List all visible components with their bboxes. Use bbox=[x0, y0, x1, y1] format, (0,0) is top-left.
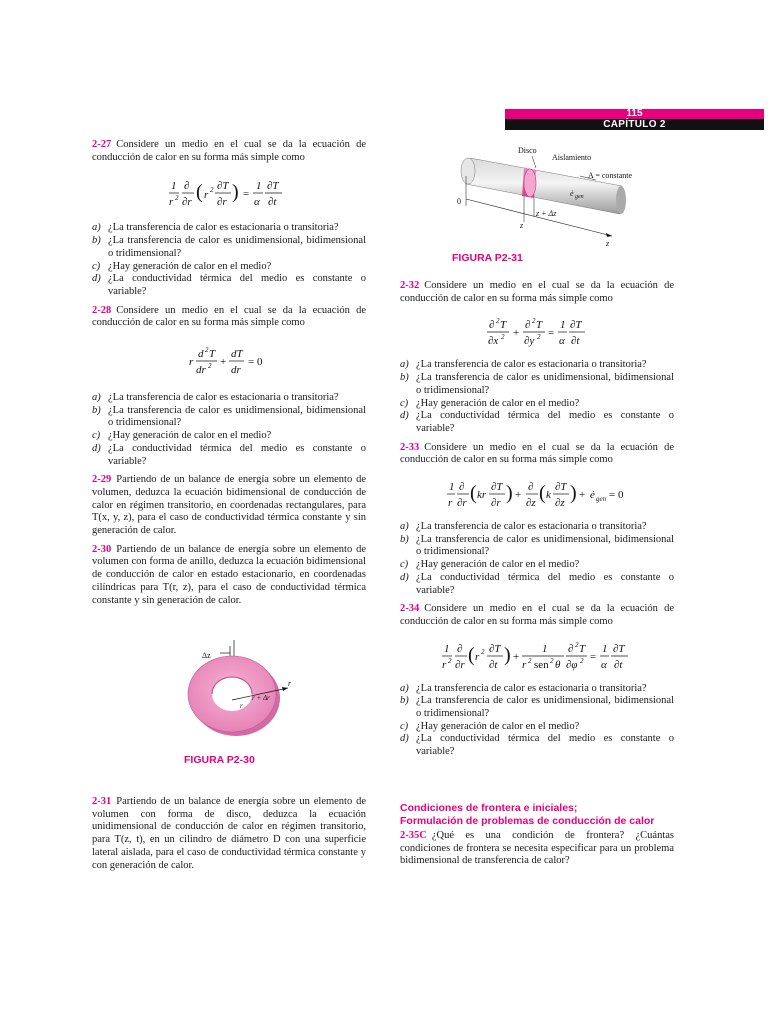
svg-text:∂t: ∂t bbox=[489, 658, 498, 671]
svg-text:T: T bbox=[579, 642, 586, 655]
svg-text:1: 1 bbox=[602, 642, 608, 655]
problem-2-32 bbox=[400, 280, 674, 436]
svg-text:=: = bbox=[548, 327, 555, 340]
problem-2-34 bbox=[400, 603, 674, 759]
svg-text:= 0: = 0 bbox=[248, 356, 263, 369]
problem-2-29 bbox=[92, 474, 366, 538]
svg-text:r: r bbox=[522, 658, 527, 671]
figure-caption-p2-30: FIGURA P2-30 bbox=[184, 754, 255, 766]
problem-number: 2-35C bbox=[400, 830, 427, 841]
problem-2-31 bbox=[92, 796, 366, 872]
svg-text:∂y: ∂y bbox=[524, 335, 535, 348]
option-d: d) ¿La conductividad térmica del medio es constante o variable? bbox=[400, 733, 674, 758]
option-a: a) ¿La transferencia de calor es estacionaria o transitoria? bbox=[92, 222, 339, 234]
svg-text:2: 2 bbox=[575, 640, 579, 649]
svg-text:∂t: ∂t bbox=[614, 658, 623, 671]
problem-number: 2-30 bbox=[92, 543, 112, 555]
svg-text:T: T bbox=[536, 319, 543, 332]
label-disco: Disco bbox=[518, 146, 537, 155]
svg-text:∂: ∂ bbox=[525, 319, 531, 332]
svg-text:r: r bbox=[189, 356, 194, 369]
svg-text:α: α bbox=[559, 335, 565, 348]
svg-text:α: α bbox=[601, 658, 607, 671]
svg-text:(: ( bbox=[468, 643, 475, 666]
problem-2-35C bbox=[400, 830, 674, 868]
left-column-bottom bbox=[92, 796, 366, 872]
svg-text:2: 2 bbox=[175, 194, 179, 203]
svg-text:∂z: ∂z bbox=[555, 497, 565, 510]
problem-intro: Considere un medio en el cual se da la ecuación de conducción de calor en su forma más simple como bbox=[400, 441, 674, 466]
problem-text: Partiendo de un balance de energía sobre un elemento de volumen, deduzca la ecuación bidimensional de conducción de calor en régimen transitorio, en coordenadas rectangulares, para T(x, y, z), para el caso de conductividad térmica constante y sin generación de calor. bbox=[92, 474, 366, 537]
svg-text:r: r bbox=[475, 650, 480, 663]
svg-text:gen: gen bbox=[596, 495, 607, 504]
svg-text:2: 2 bbox=[528, 656, 532, 665]
svg-text:+: + bbox=[220, 356, 227, 369]
label-dz: Δz bbox=[202, 651, 211, 660]
problem-text: Partiendo de un balance de energía sobre un elemento de volumen con forma de disco, deduzca la ecuación unidimensional de conducción de calor en régimen transitorio, para T(z, t), en un cilindro de diámetro D con una superficie lateral aislada, para el caso de conductividad térmica constante y con generación de calor. bbox=[92, 796, 366, 871]
svg-text:∂r: ∂r bbox=[182, 196, 192, 209]
figure-caption-p2-31: FIGURA P2-31 bbox=[452, 252, 523, 264]
problem-intro: Considere un medio en el cual se da la ecuación de conducción de calor en su forma más simple como bbox=[400, 603, 674, 627]
option-c: c) ¿Hay generación de calor en el medio? bbox=[92, 260, 272, 272]
problem-number: 2-31 bbox=[92, 796, 112, 807]
section-boundary-conditions bbox=[400, 802, 674, 868]
equation-2-32 bbox=[400, 315, 674, 349]
label-zero: 0 bbox=[457, 197, 461, 206]
label-z-dz: z + Δz bbox=[536, 209, 557, 218]
option-d: d) ¿La conductividad térmica del medio es constante o variable? bbox=[92, 273, 366, 297]
svg-text:k: k bbox=[546, 489, 551, 502]
svg-text:T: T bbox=[500, 319, 507, 332]
option-b: b) ¿La transferencia de calor es unidimensional, bidimensional o tridimensional? bbox=[400, 695, 674, 720]
option-b: b) ¿La transferencia de calor es unidimensional, bidimensional o tridimensional? bbox=[400, 533, 674, 558]
svg-text:2: 2 bbox=[448, 656, 452, 665]
svg-text:∂r: ∂r bbox=[491, 497, 501, 510]
svg-text:∂z: ∂z bbox=[526, 497, 536, 510]
options-list bbox=[400, 359, 674, 435]
svg-text:dT: dT bbox=[231, 348, 243, 361]
svg-text:): ) bbox=[504, 643, 511, 666]
svg-text:∂T: ∂T bbox=[489, 642, 501, 655]
cylinder-diagram bbox=[452, 136, 642, 248]
problem-number: 2-32 bbox=[400, 280, 420, 291]
ring-diagram bbox=[180, 636, 310, 744]
svg-text:α: α bbox=[254, 196, 260, 209]
section-heading-line2: Formulación de problemas de conducción de calor bbox=[400, 814, 655, 827]
svg-text:dr: dr bbox=[196, 364, 206, 377]
option-b: b) ¿La transferencia de calor es unidimensional, bidimensional o tridimensional? bbox=[92, 404, 366, 429]
problem-2-30 bbox=[92, 544, 366, 608]
option-d: d) ¿La conductividad térmica del medio es constante o variable? bbox=[400, 571, 674, 596]
svg-text:= 0: = 0 bbox=[609, 489, 624, 502]
svg-text:∂r: ∂r bbox=[455, 658, 465, 671]
svg-text:1: 1 bbox=[560, 319, 566, 332]
svg-text:1: 1 bbox=[171, 180, 177, 193]
label-egen-sub: gen bbox=[575, 194, 584, 200]
label-r-dr: r + Δr bbox=[252, 694, 270, 702]
problem-2-33 bbox=[400, 442, 674, 598]
svg-text:∂x: ∂x bbox=[488, 335, 499, 348]
svg-text:+: + bbox=[579, 489, 586, 502]
problem-number: 2-29 bbox=[92, 474, 112, 486]
option-c: c) ¿Hay generación de calor en el medio? bbox=[400, 720, 580, 732]
figure-p2-30 bbox=[180, 636, 310, 766]
svg-text:∂t: ∂t bbox=[571, 335, 580, 348]
svg-text:∂T: ∂T bbox=[613, 642, 625, 655]
svg-text:=: = bbox=[590, 650, 597, 663]
svg-text:∂T: ∂T bbox=[491, 481, 503, 494]
svg-text:+: + bbox=[515, 489, 522, 502]
svg-text:∂T: ∂T bbox=[570, 319, 582, 332]
options-list bbox=[400, 683, 674, 759]
svg-text:(: ( bbox=[196, 181, 203, 204]
svg-text:sen: sen bbox=[534, 658, 549, 671]
problem-intro: Considere un medio en el cual se da la ecuación de conducción de calor en su forma más simple como bbox=[400, 280, 674, 304]
figure-p2-31 bbox=[452, 136, 642, 264]
svg-text:): ) bbox=[232, 181, 239, 204]
options-list bbox=[92, 222, 366, 298]
svg-text:2: 2 bbox=[537, 333, 541, 342]
problem-intro: Considere un medio en el cual se da la ecuación de conducción de calor en su forma más simple como bbox=[92, 139, 366, 163]
problem-number: 2-33 bbox=[400, 441, 420, 453]
svg-text:∂T: ∂T bbox=[217, 180, 229, 193]
label-egen: ė bbox=[570, 189, 574, 198]
label-z-axis: z bbox=[606, 239, 610, 248]
svg-text:1: 1 bbox=[542, 642, 548, 655]
svg-text:1: 1 bbox=[449, 481, 455, 494]
svg-text:1: 1 bbox=[256, 180, 262, 193]
problem-2-27 bbox=[92, 139, 366, 299]
svg-text:(: ( bbox=[539, 482, 546, 505]
problem-text: ¿Qué es una condición de frontera? ¿Cuántas condiciones de frontera se necesita especificar para un problema bidimensional de transferencia de calor? bbox=[400, 830, 674, 867]
svg-text:2: 2 bbox=[550, 656, 554, 665]
svg-text:∂r: ∂r bbox=[217, 196, 227, 209]
svg-text:2: 2 bbox=[580, 656, 584, 665]
svg-text:2: 2 bbox=[481, 647, 485, 656]
svg-text:∂: ∂ bbox=[568, 642, 574, 655]
option-d: d) ¿La conductividad térmica del medio es constante o variable? bbox=[400, 410, 674, 434]
svg-text:∂: ∂ bbox=[184, 180, 190, 193]
options-list bbox=[400, 521, 674, 597]
svg-text:ė: ė bbox=[590, 489, 595, 502]
problem-number: 2-27 bbox=[92, 139, 112, 150]
equation-2-34 bbox=[400, 639, 674, 673]
label-r: r bbox=[240, 702, 243, 710]
problem-2-28 bbox=[92, 305, 366, 469]
svg-text:∂r: ∂r bbox=[457, 497, 467, 510]
svg-text:2: 2 bbox=[496, 317, 500, 326]
page-number: 115 bbox=[505, 109, 764, 119]
option-a: a) ¿La transferencia de calor es estacionaria o transitoria? bbox=[400, 682, 647, 694]
label-aislamiento: Aislamiento bbox=[552, 153, 592, 162]
svg-text:2: 2 bbox=[501, 333, 505, 342]
option-d: d) ¿La conductividad térmica del medio es constante o variable? bbox=[92, 442, 366, 467]
svg-text:T: T bbox=[209, 348, 216, 361]
svg-text:kr: kr bbox=[477, 489, 487, 502]
problem-intro: Considere un medio en el cual se da la ecuación de conducción de calor en su forma más simple como bbox=[92, 304, 366, 329]
problem-number: 2-34 bbox=[400, 603, 420, 615]
svg-text:): ) bbox=[506, 482, 513, 505]
problem-text: Partiendo de un balance de energía sobre un elemento de volumen con forma de anillo, deduzca la ecuación bidimensional de conducción de calor en estado estacionario, en coordenadas cilíndricas para T(r, z), para el caso de conductividad térmica constante y sin generación de calor. bbox=[92, 543, 366, 606]
option-c: c) ¿Hay generación de calor en el medio? bbox=[400, 397, 580, 409]
svg-text:∂: ∂ bbox=[489, 319, 495, 332]
svg-text:1: 1 bbox=[444, 642, 450, 655]
svg-text:=: = bbox=[243, 188, 250, 201]
svg-text:dr: dr bbox=[231, 364, 241, 377]
label-r-axis: r bbox=[288, 679, 292, 688]
svg-text:∂t: ∂t bbox=[268, 196, 277, 209]
svg-text:2: 2 bbox=[208, 362, 212, 371]
svg-text:r: r bbox=[448, 497, 453, 510]
svg-text:2: 2 bbox=[532, 317, 536, 326]
section-heading-line1: Condiciones de frontera e iniciales; bbox=[400, 802, 578, 814]
svg-text:∂: ∂ bbox=[528, 481, 534, 494]
svg-text:+: + bbox=[513, 650, 520, 663]
options-list bbox=[92, 392, 366, 468]
svg-text:∂φ: ∂φ bbox=[566, 658, 578, 671]
option-a: a) ¿La transferencia de calor es estacionaria o transitoria? bbox=[400, 521, 647, 533]
equation-2-28 bbox=[92, 344, 366, 378]
svg-text:θ: θ bbox=[555, 658, 561, 671]
option-c: c) ¿Hay generación de calor en el medio? bbox=[92, 430, 272, 442]
svg-text:): ) bbox=[570, 482, 577, 505]
option-a: a) ¿La transferencia de calor es estacionaria o transitoria? bbox=[92, 392, 339, 404]
svg-text:∂T: ∂T bbox=[555, 481, 567, 494]
svg-text:∂T: ∂T bbox=[267, 180, 279, 193]
svg-text:2: 2 bbox=[210, 186, 214, 195]
option-b: b) ¿La transferencia de calor es unidimensional, bidimensional o tridimensional? bbox=[92, 235, 366, 259]
chapter-label: CAPÍTULO 2 bbox=[505, 119, 764, 130]
problem-number: 2-28 bbox=[92, 304, 112, 316]
equation-2-33 bbox=[400, 477, 674, 511]
svg-text:+: + bbox=[513, 327, 520, 340]
label-z: z bbox=[520, 221, 524, 230]
equation-2-27 bbox=[92, 176, 366, 210]
left-column bbox=[92, 139, 366, 607]
svg-text:(: ( bbox=[470, 482, 477, 505]
svg-text:∂: ∂ bbox=[459, 481, 465, 494]
svg-text:d: d bbox=[198, 348, 204, 361]
option-b: b) ¿La transferencia de calor es unidimensional, bidimensional o tridimensional? bbox=[400, 372, 674, 396]
svg-text:r: r bbox=[442, 658, 447, 671]
svg-text:∂: ∂ bbox=[457, 642, 463, 655]
right-column bbox=[400, 280, 674, 759]
label-area: A = constante bbox=[588, 171, 633, 180]
svg-text:r: r bbox=[204, 189, 209, 202]
svg-text:2: 2 bbox=[205, 346, 209, 355]
option-a: a) ¿La transferencia de calor es estacionaria o transitoria? bbox=[400, 359, 647, 371]
option-c: c) ¿Hay generación de calor en el medio? bbox=[400, 559, 580, 571]
svg-text:r: r bbox=[169, 196, 174, 209]
